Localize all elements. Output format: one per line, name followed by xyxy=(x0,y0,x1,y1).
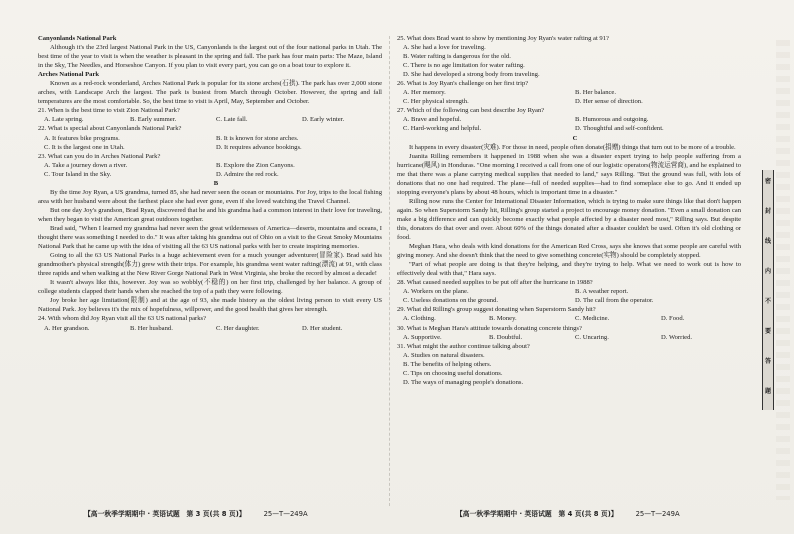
heading-canyonlands: Canyonlands National Park xyxy=(38,35,117,42)
exam-code: 25—T—249A xyxy=(635,510,680,518)
option: B. The benefits of helping others. xyxy=(403,360,492,368)
paragraph: Meghan Hara, who deals with kind donations for the American Red Cross, says she knows that some people are careful with giving money. And she doesn't think that the need to give something concrete(实物) should be completely stopped. xyxy=(397,243,741,260)
option: A. It features bike programs. xyxy=(44,134,120,142)
option: D. Early winter. xyxy=(302,116,345,124)
option: A. Workers on the plane. xyxy=(403,288,469,296)
binding-char: 要 xyxy=(764,328,771,335)
options-26 xyxy=(397,88,741,106)
option: C. Late fall. xyxy=(216,116,248,124)
paragraph: Joy broke her age limitation(限制) and at the age of 93, she made history as the oldest living person to visit every US National Park. Joy believes it's the mix of hopefulness, willpower, and the good health that gives her strength. xyxy=(38,297,382,314)
binding-char: 线 xyxy=(764,238,771,245)
left-page xyxy=(38,34,382,333)
question-31: 31. What might the author continue talking about? xyxy=(397,342,530,350)
paragraph: It wasn't always like this, however. Joy was so wobbly(不稳的) on her first trip, challenged by her balance. A group of college students clapped their hands when she reached the top of a path they were following. xyxy=(38,279,382,296)
option: C. Tour Island in the Sky. xyxy=(44,170,112,178)
option: D. The ways of managing people's donations. xyxy=(403,378,524,386)
option: A. Her memory. xyxy=(403,89,446,97)
option: A. Studies on natural disasters. xyxy=(403,351,485,359)
binding-line-strip xyxy=(762,170,774,410)
options-30 xyxy=(397,333,741,342)
paragraph: "Part of what people are doing is that they're helping, and they're trying to help. What we need to work out is how to effectively deal with that," Hara says. xyxy=(397,261,741,278)
footer-label: 【高一秋季学期期中 · 英语试题 第 4 页(共 8 页)】 xyxy=(456,510,618,518)
paragraph: Juanita Rilling remembers it happened in 1988 when she was a disaster expert trying to help people suffering from a hurricane(飓风) in Honduras. "One morning I received a call from one of our logistic operators(物流运营商), and he explained to me that there was a plane carrying medical supplies that needed to land," says Rilling. "But the ground was full, with lots of donations that no one had required. The plane—full of needed supplies—had to find someplace else to go. And it ended up stopping everyone's plans by about 48 hours, which is important time in a disaster." xyxy=(397,152,741,196)
option: D. It requires advance bookings. xyxy=(216,143,302,151)
question-28: 28. What caused needed supplies to be put off after the hurricane in 1988? xyxy=(397,279,593,287)
option: D. Admire the red rock. xyxy=(216,170,279,178)
option: B. Water rafting is dangerous for the old. xyxy=(403,53,511,61)
options-29 xyxy=(397,314,741,323)
option: C. Her daughter. xyxy=(216,324,260,332)
option: B. Explore the Zion Canyons. xyxy=(216,161,295,169)
page-divider xyxy=(389,36,390,506)
question-24: 24. With whom did Joy Ryan visit all the 63 US national parks? xyxy=(38,315,207,323)
paragraph: Known as a red-rock wonderland, Arches National Park is popular for its stone arches(石拱). The park has over 2,000 stone arches, with Landscape Arch the largest. The park is busiest from March through October. However, the spring and fall temperatures are the most comfortable. So, the best time to visit is April, May, September and October. xyxy=(38,80,382,106)
question-30: 30. What is Meghan Hara's attitude towards donating concrete things? xyxy=(397,324,582,332)
option: B. Doubtful. xyxy=(489,333,523,341)
option: D. The call from the operator. xyxy=(575,297,654,305)
paragraph: Rilling now runs the Center for International Disaster Information, which is trying to make sure things like that don't happen again. So when Superstorm Sandy hit, Rilling's group started a project to encourage money donation. "Even a small donation can make a big difference and can quickly become exactly what people affected by a disaster need most," Rilling says. But despite this, donators do that over and over. About 60% of the things donated after a disaster couldn't be used. Often it's old clothing or food. xyxy=(397,197,741,242)
footer-right xyxy=(456,508,680,518)
heading-arches: Arches National Park xyxy=(38,71,100,79)
option: C. Tips on choosing useful donations. xyxy=(403,369,503,377)
option: D. Her student. xyxy=(302,324,343,332)
question-29: 29. What did Rilling's group suggest donating when Superstorm Sandy hit? xyxy=(397,306,596,314)
option: C. Useless donations on the ground. xyxy=(403,297,499,305)
option: C. There is no age limitation for water rafting. xyxy=(403,62,525,70)
section-c-heading: C xyxy=(572,134,578,142)
paragraph: But one day Joy's grandson, Brad Ryan, discovered that he and his grandma had a common interest in their love for traveling, when they began to visit the American great outdoors together. xyxy=(38,206,382,223)
options-27 xyxy=(397,115,741,133)
footer-label: 【高一秋季学期期中 · 英语试题 第 3 页(共 8 页)】 xyxy=(84,510,246,518)
option: B. A weather report. xyxy=(575,288,629,296)
exam-code: 25—T—249A xyxy=(263,510,308,518)
option: C. Uncaring. xyxy=(575,333,609,341)
option: D. She had developed a strong body from traveling. xyxy=(403,71,540,79)
binding-char: 内 xyxy=(764,268,771,275)
paragraph: By the time Joy Ryan, a US grandma, turned 85, she had never seen the ocean or mountains. For Joy, trips to the local fishing area with her husband were about the farthest place she had ever gone, even if she loved watching the Travel Channel. xyxy=(38,188,382,205)
binding-margin xyxy=(776,40,790,500)
option: A. Take a journey down a river. xyxy=(44,161,128,169)
option: D. Food. xyxy=(661,315,685,323)
question-23: 23. What can you do in Arches National Park? xyxy=(38,152,161,160)
option: C. Her physical strength. xyxy=(403,98,469,106)
binding-char: 封 xyxy=(764,208,771,215)
question-21: 21. When is the best time to visit Zion National Park? xyxy=(38,107,180,115)
options-22 xyxy=(38,134,382,152)
right-page xyxy=(397,34,741,387)
option: B. Early summer. xyxy=(130,116,177,124)
option: D. Her sense of direction. xyxy=(575,98,643,106)
option: A. Her grandson. xyxy=(44,324,90,332)
options-28 xyxy=(397,287,741,305)
options-24 xyxy=(38,324,382,333)
option: A. Brave and hopeful. xyxy=(403,116,462,124)
binding-char: 答 xyxy=(764,358,771,365)
option: C. It is the largest one in Utah. xyxy=(44,143,125,151)
option: C. Medicine. xyxy=(575,315,610,323)
option: B. It is known for stone arches. xyxy=(216,134,299,142)
binding-char: 不 xyxy=(764,298,771,305)
binding-char: 题 xyxy=(764,388,771,395)
question-22: 22. What is special about Canyonlands National Park? xyxy=(38,125,182,133)
option: B. Her husband. xyxy=(130,324,173,332)
option: D. Thoughtful and self-confident. xyxy=(575,125,664,133)
section-b-heading: B xyxy=(213,179,219,187)
option: A. She had a love for traveling. xyxy=(403,44,486,52)
options-23 xyxy=(38,161,382,179)
paragraph: It happens in every disaster(灾难). For those in need, people often donate(捐赠) things that turn out to be more of a trouble. xyxy=(409,143,736,151)
option: D. Worried. xyxy=(661,333,693,341)
question-27: 27. Which of the following can best describe Joy Ryan? xyxy=(397,107,545,115)
option: C. Hard-working and helpful. xyxy=(403,125,482,133)
paragraph: Brad said, "When I learned my grandma had never seen the great wildernesses of America—deserts, mountains and oceans, I thought there was something I needed to do." It was after taking his grandma out of Ohio on a visit to the Great Smoky Mountains National Park that he came up with the idea of visiting all the 63 US national parks with her to create inspiring memories. xyxy=(38,224,382,251)
question-25: 25. What does Brad want to show by mentioning Joy Ryan's water rafting at 91? xyxy=(397,35,609,42)
option: A. Late spring. xyxy=(44,116,84,124)
paragraph: Although it's the 23rd largest National Park in the US, Canyonlands is the largest out of the four national parks in Utah. The best time of the year to visit is when the weather is pleasant in the spring and fall. The park has four main parts: The Maze, Island in the Sky, The Needles, and Horseshoe Canyon. If you plan to visit every part, you can go on a boat tour to explore it. xyxy=(38,44,382,70)
options-21 xyxy=(38,115,382,124)
option: B. Money. xyxy=(489,315,517,323)
paragraph: Going to all the 63 US National Parks is a huge achievement even for a much younger adventurer(冒险家). Brad said his grandmother's physical strength(体力) grew with their trips. For example, his grandma went water rafting(漂流) at 91, with class three rapids and when walking at the New River Gorge National Park in West Virginia, she broke the record by almost a decade! xyxy=(38,252,382,278)
footer-left xyxy=(84,508,308,518)
binding-char: 密 xyxy=(764,178,771,185)
option: B. Humorous and outgoing. xyxy=(575,116,649,124)
option: A. Clothing. xyxy=(403,315,436,323)
option: B. Her balance. xyxy=(575,89,617,97)
option: A. Supportive. xyxy=(403,333,442,341)
question-26: 26. What is Joy Ryan's challenge on her first trip? xyxy=(397,80,529,88)
